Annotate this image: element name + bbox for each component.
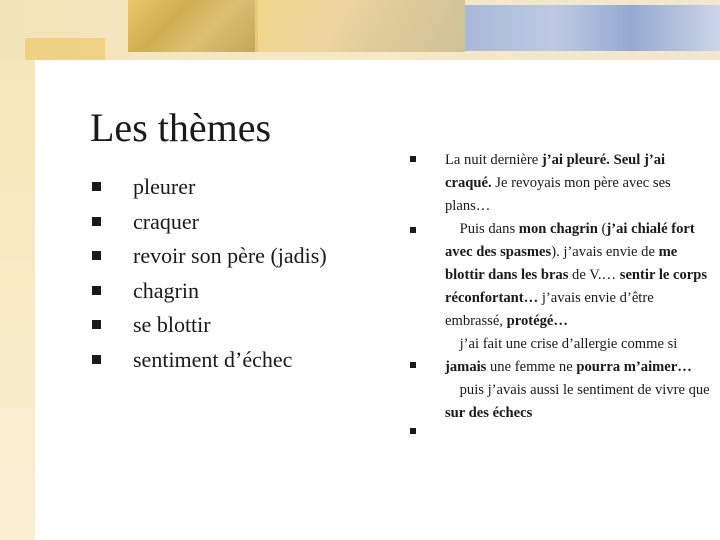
theme-label: chagrin (133, 277, 199, 303)
theme-label: revoir son père (jadis) (133, 243, 327, 269)
quote-segment: puis j’avais aussi le sentiment de vivre que (445, 382, 710, 398)
quote-segment: ( (597, 221, 607, 237)
theme-label: craquer (133, 208, 199, 234)
list-item (92, 308, 327, 343)
quote-segment: ). j’avais envie de (551, 244, 659, 260)
quote-paragraph (445, 149, 710, 425)
quote-emphasis: pourra m’aimer… (576, 359, 692, 375)
theme-label: sentiment d’échec (133, 346, 293, 372)
quote-segment: de V.… (568, 267, 620, 283)
square-bullet-icon (410, 428, 416, 434)
square-bullet-icon (92, 217, 101, 226)
theme-label: se blottir (133, 312, 211, 338)
quote-emphasis: jamais (445, 359, 487, 375)
decorative-banner (0, 0, 720, 60)
quote-segment: j’avais envie d’être embrassé, (445, 290, 654, 329)
quote-emphasis: mon chagrin (518, 221, 598, 237)
quote-segment: j’ai fait une crise d’allergie comme si (445, 336, 678, 352)
list-item (92, 170, 327, 205)
square-bullet-icon (410, 156, 416, 162)
square-bullet-icon (92, 355, 101, 364)
list-item (92, 274, 327, 309)
square-bullet-icon (92, 320, 101, 329)
slide-title: Les thèmes (90, 105, 272, 150)
quote-segment: Puis dans (445, 221, 519, 237)
square-bullet-icon (410, 227, 416, 233)
quote-emphasis: sur des échecs (445, 405, 533, 421)
quote-emphasis: me blottir dans les bras (445, 244, 678, 283)
quote-segment: une femme ne (486, 359, 577, 375)
square-bullet-icon (92, 286, 101, 295)
square-bullet-icon (410, 362, 416, 368)
list-item (92, 343, 327, 378)
quote-emphasis: sentir le corps réconfortant… (445, 267, 708, 306)
list-item (92, 239, 327, 274)
quote-emphasis: j’ai pleuré. Seul j’ai craqué. (445, 152, 666, 191)
square-bullet-icon (92, 182, 101, 191)
quote-segment: La nuit dernière (445, 152, 542, 168)
list-item (92, 205, 327, 240)
theme-label: pleurer (133, 174, 196, 199)
left-decorative-bar (0, 60, 35, 540)
quote-emphasis: j’ai chialé fort avec des spasmes (445, 221, 695, 260)
square-bullet-icon (92, 251, 101, 260)
themes-list (92, 170, 327, 378)
quote-emphasis: protégé… (506, 313, 568, 329)
quote-segment: Je revoyais mon père avec ses plans… (445, 175, 671, 214)
